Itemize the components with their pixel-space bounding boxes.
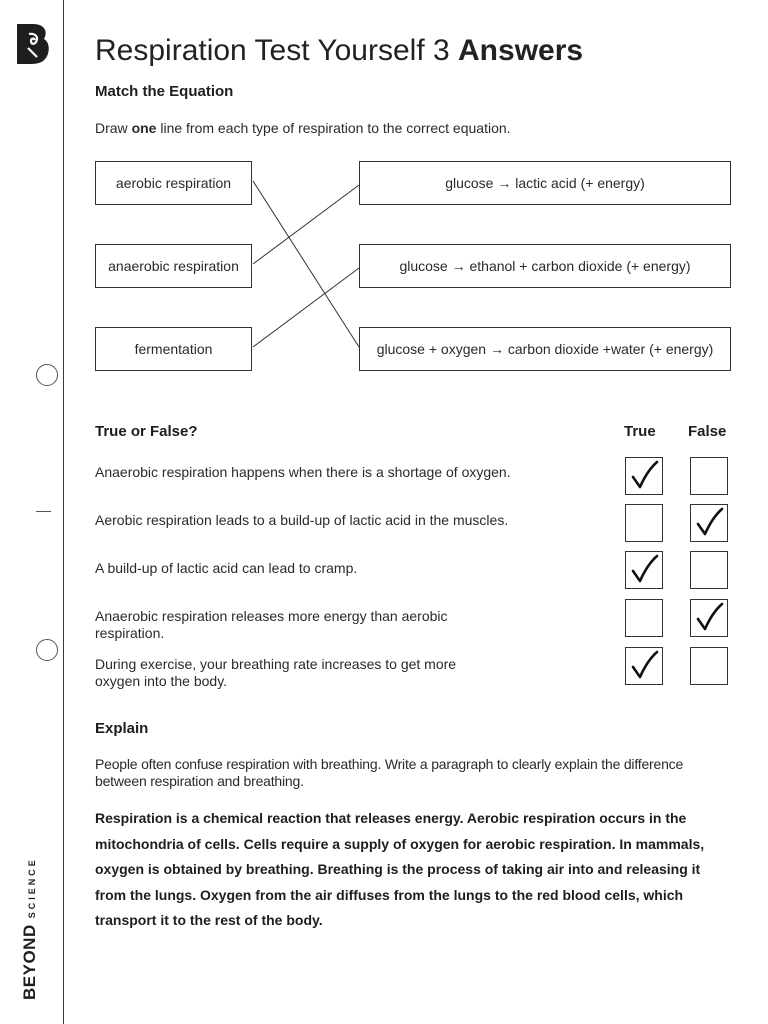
false-checkbox[interactable] [690, 457, 728, 495]
brand-sub: SCIENCE [27, 857, 37, 919]
tf-statement: Anaerobic respiration releases more energy than aerobic respiration. [95, 608, 448, 641]
true-checkbox[interactable] [625, 504, 663, 542]
tf-statement: Anaerobic respiration happens when there is a shortage of oxygen. [95, 464, 511, 480]
beyond-logo-icon [15, 22, 51, 66]
match-line [253, 268, 359, 347]
check-icon [691, 505, 726, 540]
match-line [253, 181, 359, 347]
type-box-aerobic[interactable]: aerobic respiration [95, 161, 252, 205]
false-checkbox[interactable] [690, 551, 728, 589]
tf-statement: Aerobic respiration leads to a build-up of lactic acid in the muscles. [95, 512, 509, 528]
type-box-anaerobic[interactable]: anaerobic respiration [95, 244, 252, 288]
page-title [95, 34, 583, 68]
true-checkbox[interactable] [625, 457, 663, 495]
title-main: Respiration Test Yourself 3 [95, 34, 450, 67]
false-checkbox[interactable] [690, 599, 728, 637]
match-line [253, 185, 359, 264]
false-checkbox[interactable] [690, 504, 728, 542]
true-checkbox[interactable] [625, 647, 663, 685]
explain-heading: Explain [95, 720, 149, 737]
tf-statement: During exercise, your breathing rate increases to get more oxygen into the body. [95, 656, 457, 689]
check-icon [691, 600, 726, 635]
instruction-post: line from each type of respiration to the correct equation. [160, 120, 511, 136]
explain-prompt: People often confuse respiration with breathing. Write a paragraph to clearly explain the difference between respiration and breathing. [95, 756, 684, 789]
binder-hole-icon [36, 364, 58, 386]
false-checkbox[interactable] [690, 647, 728, 685]
match-heading: Match the Equation [95, 83, 234, 100]
fold-mark [36, 511, 51, 512]
margin-rule [63, 0, 64, 1024]
true-checkbox[interactable] [625, 551, 663, 589]
instruction-pre: Draw [95, 120, 128, 136]
true-checkbox[interactable] [625, 599, 663, 637]
false-column-label: False [688, 423, 727, 440]
match-instruction [95, 120, 511, 137]
tf-heading: True or False? [95, 423, 198, 440]
check-icon [626, 552, 661, 587]
true-column-label: True [624, 423, 656, 440]
binder-hole-icon [36, 639, 58, 661]
instruction-bold: one [131, 120, 157, 136]
check-icon [626, 648, 661, 683]
check-icon [626, 458, 661, 493]
brand-name: BEYOND [20, 924, 39, 1000]
explain-answer: Respiration is a chemical reaction that releases energy. Aerobic respiration occurs in the mitochondria of cells. Cells require a supply of oxygen for aerobic respiration. In mammals, oxygen is obtained by breathing. Breathing is the process of taking air into and releasing it from the lungs. Oxygen from the air diffuses from the lungs to the red blood cells, which transport it to the rest of the body. [95, 810, 705, 929]
equation-box-ethanol[interactable]: glucose → ethanol + carbon dioxide (+ energy) [359, 244, 731, 288]
equation-box-lactic[interactable]: glucose → lactic acid (+ energy) [359, 161, 731, 205]
title-bold: Answers [458, 34, 584, 67]
equation-box-aerobic[interactable]: glucose + oxygen → carbon dioxide +water (+ energy) [359, 327, 731, 371]
brand-wordmark [20, 857, 40, 1000]
tf-statement: A build-up of lactic acid can lead to cramp. [95, 560, 358, 576]
type-box-fermentation[interactable]: fermentation [95, 327, 252, 371]
